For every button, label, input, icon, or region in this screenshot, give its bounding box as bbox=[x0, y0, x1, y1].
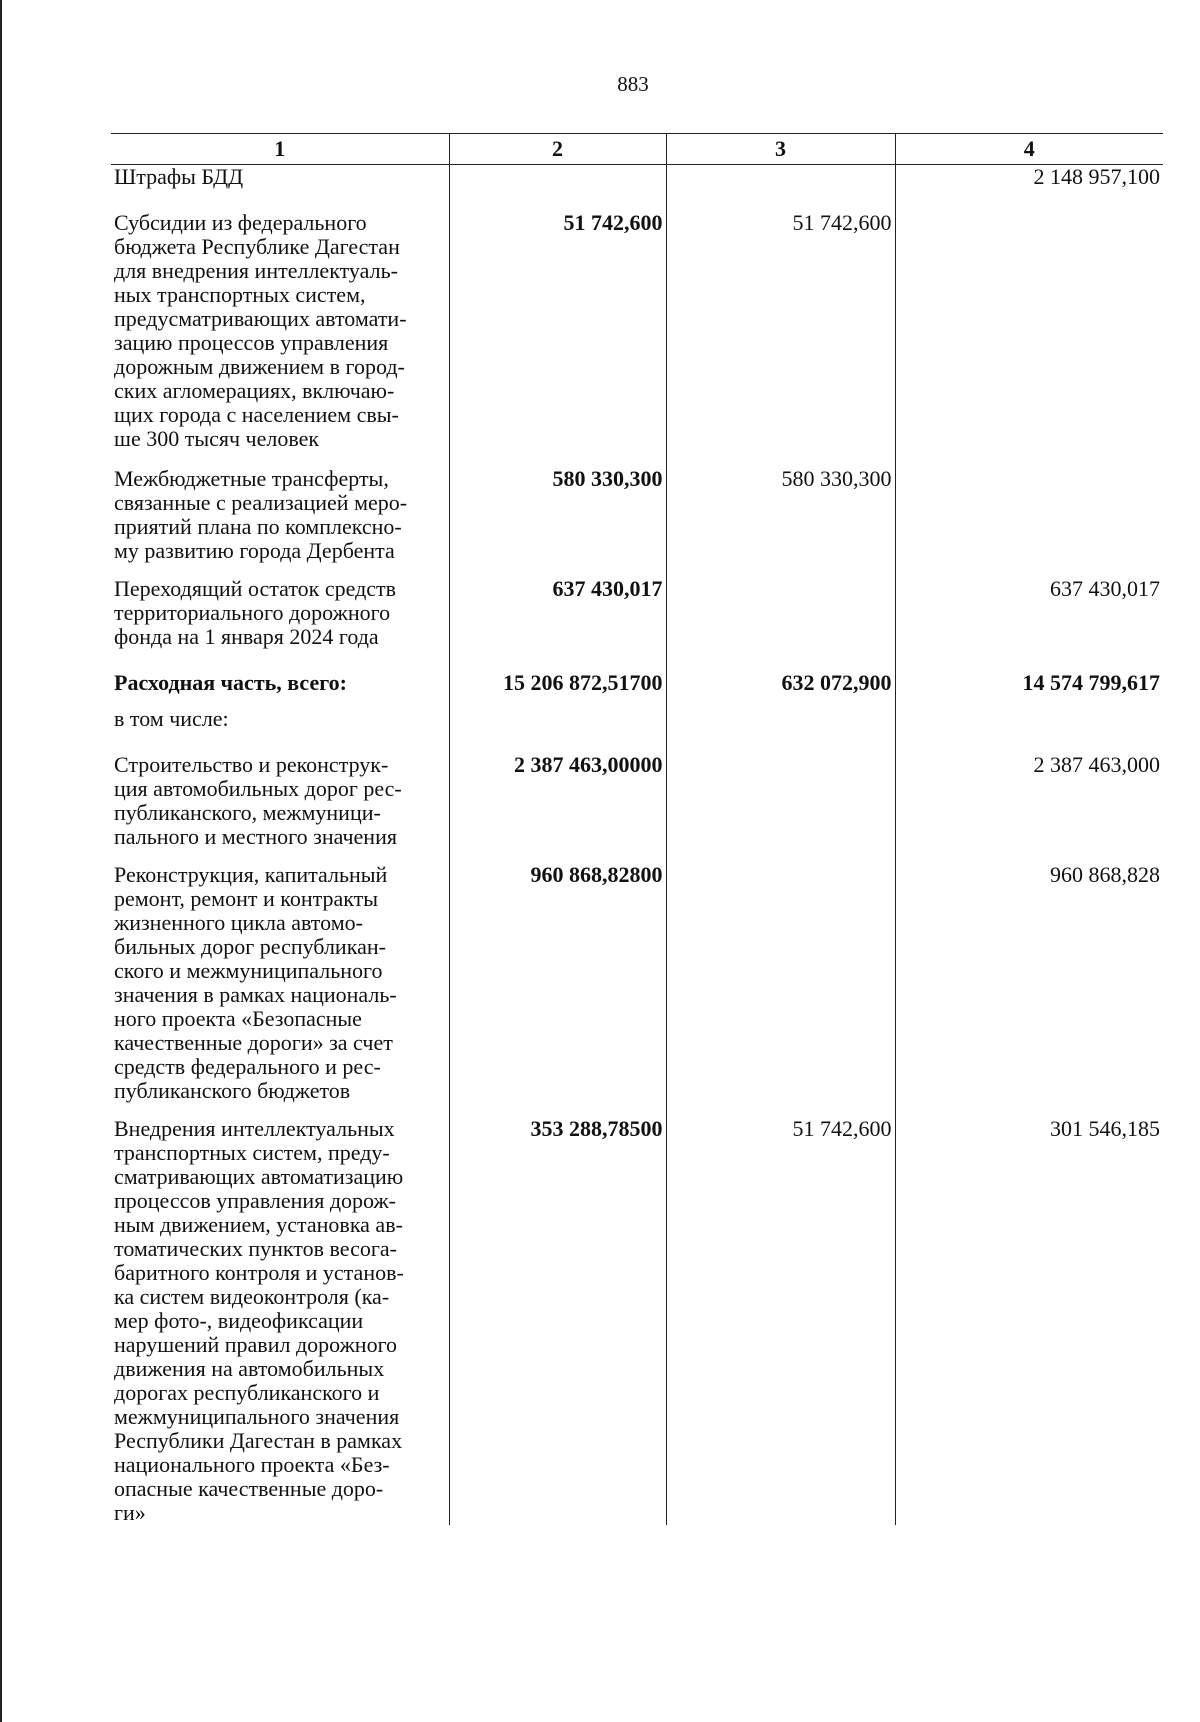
row-value-col2: 353 288,78500 bbox=[449, 1117, 666, 1525]
row-label-line: баритного контроля и установ- bbox=[114, 1260, 404, 1285]
row-label-line: качественные дороги» за счет bbox=[114, 1030, 393, 1055]
table-row bbox=[111, 671, 1163, 707]
row-label-line: мер фото-, видеофиксации bbox=[114, 1308, 364, 1333]
row-label-line: транспортных систем, преду- bbox=[114, 1140, 390, 1165]
row-spacer bbox=[114, 849, 443, 863]
row-label-line: му развитию города Дербента bbox=[114, 538, 395, 563]
row-label-line: ных транспортных систем, bbox=[114, 282, 366, 307]
row-label-line: жизненного цикла автомо- bbox=[114, 910, 363, 935]
table-row bbox=[111, 467, 1163, 577]
row-value-col3 bbox=[666, 165, 895, 212]
row-label-line: ремонт, ремонт и контракты bbox=[114, 886, 379, 911]
row-label-line: ги» bbox=[114, 1500, 146, 1525]
row-value-col2 bbox=[449, 165, 666, 212]
row-value-col2: 580 330,300 bbox=[449, 467, 666, 577]
row-spacer bbox=[114, 649, 443, 671]
row-label bbox=[111, 753, 449, 863]
row-label bbox=[111, 863, 449, 1117]
row-value-col2: 51 742,600 bbox=[449, 211, 666, 467]
table-row bbox=[111, 707, 1163, 753]
row-label-line: значения в рамках националь- bbox=[114, 982, 397, 1007]
row-label bbox=[111, 577, 449, 671]
row-label-line: Республики Дагестан в рамках bbox=[114, 1428, 403, 1453]
row-label-line: приятий плана по комплексно- bbox=[114, 514, 402, 539]
row-label-line: в том числе: bbox=[114, 706, 229, 731]
row-value-col4: 637 430,017 bbox=[895, 577, 1163, 671]
page-left-edge bbox=[0, 0, 2, 1722]
header-col-3: 3 bbox=[666, 134, 895, 165]
table-row bbox=[111, 577, 1163, 671]
row-label bbox=[111, 1117, 449, 1525]
row-value-col3 bbox=[666, 577, 895, 671]
row-spacer bbox=[114, 731, 443, 753]
row-spacer bbox=[114, 451, 443, 467]
row-label-line: для внедрения интеллектуаль- bbox=[114, 258, 398, 283]
row-label-line: томатических пунктов весога- bbox=[114, 1236, 397, 1261]
header-col-1: 1 bbox=[111, 134, 449, 165]
row-value-col2: 15 206 872,51700 bbox=[449, 671, 666, 707]
row-value-col2: 637 430,017 bbox=[449, 577, 666, 671]
row-label-line: Межбюджетные трансферты, bbox=[114, 466, 389, 491]
row-value-col3 bbox=[666, 863, 895, 1117]
table-header bbox=[111, 134, 1163, 165]
row-spacer bbox=[114, 189, 443, 211]
row-spacer bbox=[114, 563, 443, 577]
table-body bbox=[111, 165, 1163, 1526]
row-label-line: фонда на 1 января 2024 года bbox=[114, 624, 379, 649]
row-label-line: процессов управления дорож- bbox=[114, 1188, 396, 1213]
header-row bbox=[111, 134, 1163, 165]
row-label-line: Штрафы БДД bbox=[114, 164, 244, 189]
row-label bbox=[111, 671, 449, 707]
row-label-line: национального проекта «Без- bbox=[114, 1452, 390, 1477]
row-label-line: дорогах республиканского и bbox=[114, 1380, 380, 1405]
row-value-col2 bbox=[449, 707, 666, 753]
header-col-2: 2 bbox=[449, 134, 666, 165]
table-row bbox=[111, 1117, 1163, 1525]
row-label-line: Субсидии из федерального bbox=[114, 210, 367, 235]
row-label-line: публиканского бюджетов bbox=[114, 1078, 351, 1103]
row-value-col3: 51 742,600 bbox=[666, 211, 895, 467]
row-label-line: ка систем видеоконтроля (ка- bbox=[114, 1284, 390, 1309]
row-label bbox=[111, 165, 449, 212]
row-label-line: Реконструкция, капитальный bbox=[114, 862, 388, 887]
row-label-line: межмуниципального значения bbox=[114, 1404, 400, 1429]
row-spacer bbox=[114, 1103, 443, 1117]
table-row bbox=[111, 863, 1163, 1117]
row-label-line: сматривающих автоматизацию bbox=[114, 1164, 404, 1189]
row-value-col2: 2 387 463,00000 bbox=[449, 753, 666, 863]
row-label-line: связанные с реализацией меро- bbox=[114, 490, 408, 515]
page-number: 883 bbox=[617, 72, 649, 96]
row-value-col3: 580 330,300 bbox=[666, 467, 895, 577]
row-label bbox=[111, 707, 449, 753]
row-value-col4 bbox=[895, 467, 1163, 577]
row-label-line: предусматривающих автомати- bbox=[114, 306, 407, 331]
row-label-line: Внедрения интеллектуальных bbox=[114, 1116, 395, 1141]
row-value-col4: 301 546,185 bbox=[895, 1117, 1163, 1525]
row-label-line: ских агломерациях, включаю- bbox=[114, 378, 395, 403]
row-label bbox=[111, 211, 449, 467]
row-value-col4: 2 387 463,000 bbox=[895, 753, 1163, 863]
row-value-col3: 632 072,900 bbox=[666, 671, 895, 707]
row-label-line: движения на автомобильных bbox=[114, 1356, 385, 1381]
row-label-line: нарушений правил дорожного bbox=[114, 1332, 398, 1357]
row-label bbox=[111, 467, 449, 577]
row-label-line: ным движением, установка ав- bbox=[114, 1212, 403, 1237]
row-value-col4 bbox=[895, 707, 1163, 753]
row-label-line: опасные качественные доро- bbox=[114, 1476, 384, 1501]
row-value-col2: 960 868,82800 bbox=[449, 863, 666, 1117]
row-value-col3 bbox=[666, 707, 895, 753]
row-value-col3: 51 742,600 bbox=[666, 1117, 895, 1525]
row-value-col4: 2 148 957,100 bbox=[895, 165, 1163, 212]
row-label-line: пального и местного значения bbox=[114, 824, 397, 849]
row-label-line: территориального дорожного bbox=[114, 600, 391, 625]
row-label-line: Переходящий остаток средств bbox=[114, 576, 397, 601]
row-label-line: Строительство и реконструк- bbox=[114, 752, 389, 777]
row-label-line: ция автомобильных дорог рес- bbox=[114, 776, 402, 801]
row-value-col4: 14 574 799,617 bbox=[895, 671, 1163, 707]
row-label-line: зацию процессов управления bbox=[114, 330, 389, 355]
row-label-line: Расходная часть, всего: bbox=[114, 670, 347, 695]
row-label-line: ше 300 тысяч человек bbox=[114, 426, 320, 451]
row-label-line: средств федерального и рес- bbox=[114, 1054, 381, 1079]
table-row bbox=[111, 211, 1163, 467]
row-label-line: щих города с населением свы- bbox=[114, 402, 399, 427]
budget-table bbox=[111, 133, 1163, 1525]
row-value-col4 bbox=[895, 211, 1163, 467]
row-label-line: публиканского, межмуници- bbox=[114, 800, 381, 825]
header-col-4: 4 bbox=[895, 134, 1163, 165]
row-label-line: бюджета Республике Дагестан bbox=[114, 234, 400, 259]
row-label-line: бильных дорог республикан- bbox=[114, 934, 386, 959]
row-label-line: ного проекта «Безопасные bbox=[114, 1006, 362, 1031]
row-value-col4: 960 868,828 bbox=[895, 863, 1163, 1117]
row-label-line: дорожным движением в город- bbox=[114, 354, 405, 379]
row-label-line: ского и межмуниципального bbox=[114, 958, 383, 983]
table-row bbox=[111, 753, 1163, 863]
table-row bbox=[111, 165, 1163, 212]
row-value-col3 bbox=[666, 753, 895, 863]
